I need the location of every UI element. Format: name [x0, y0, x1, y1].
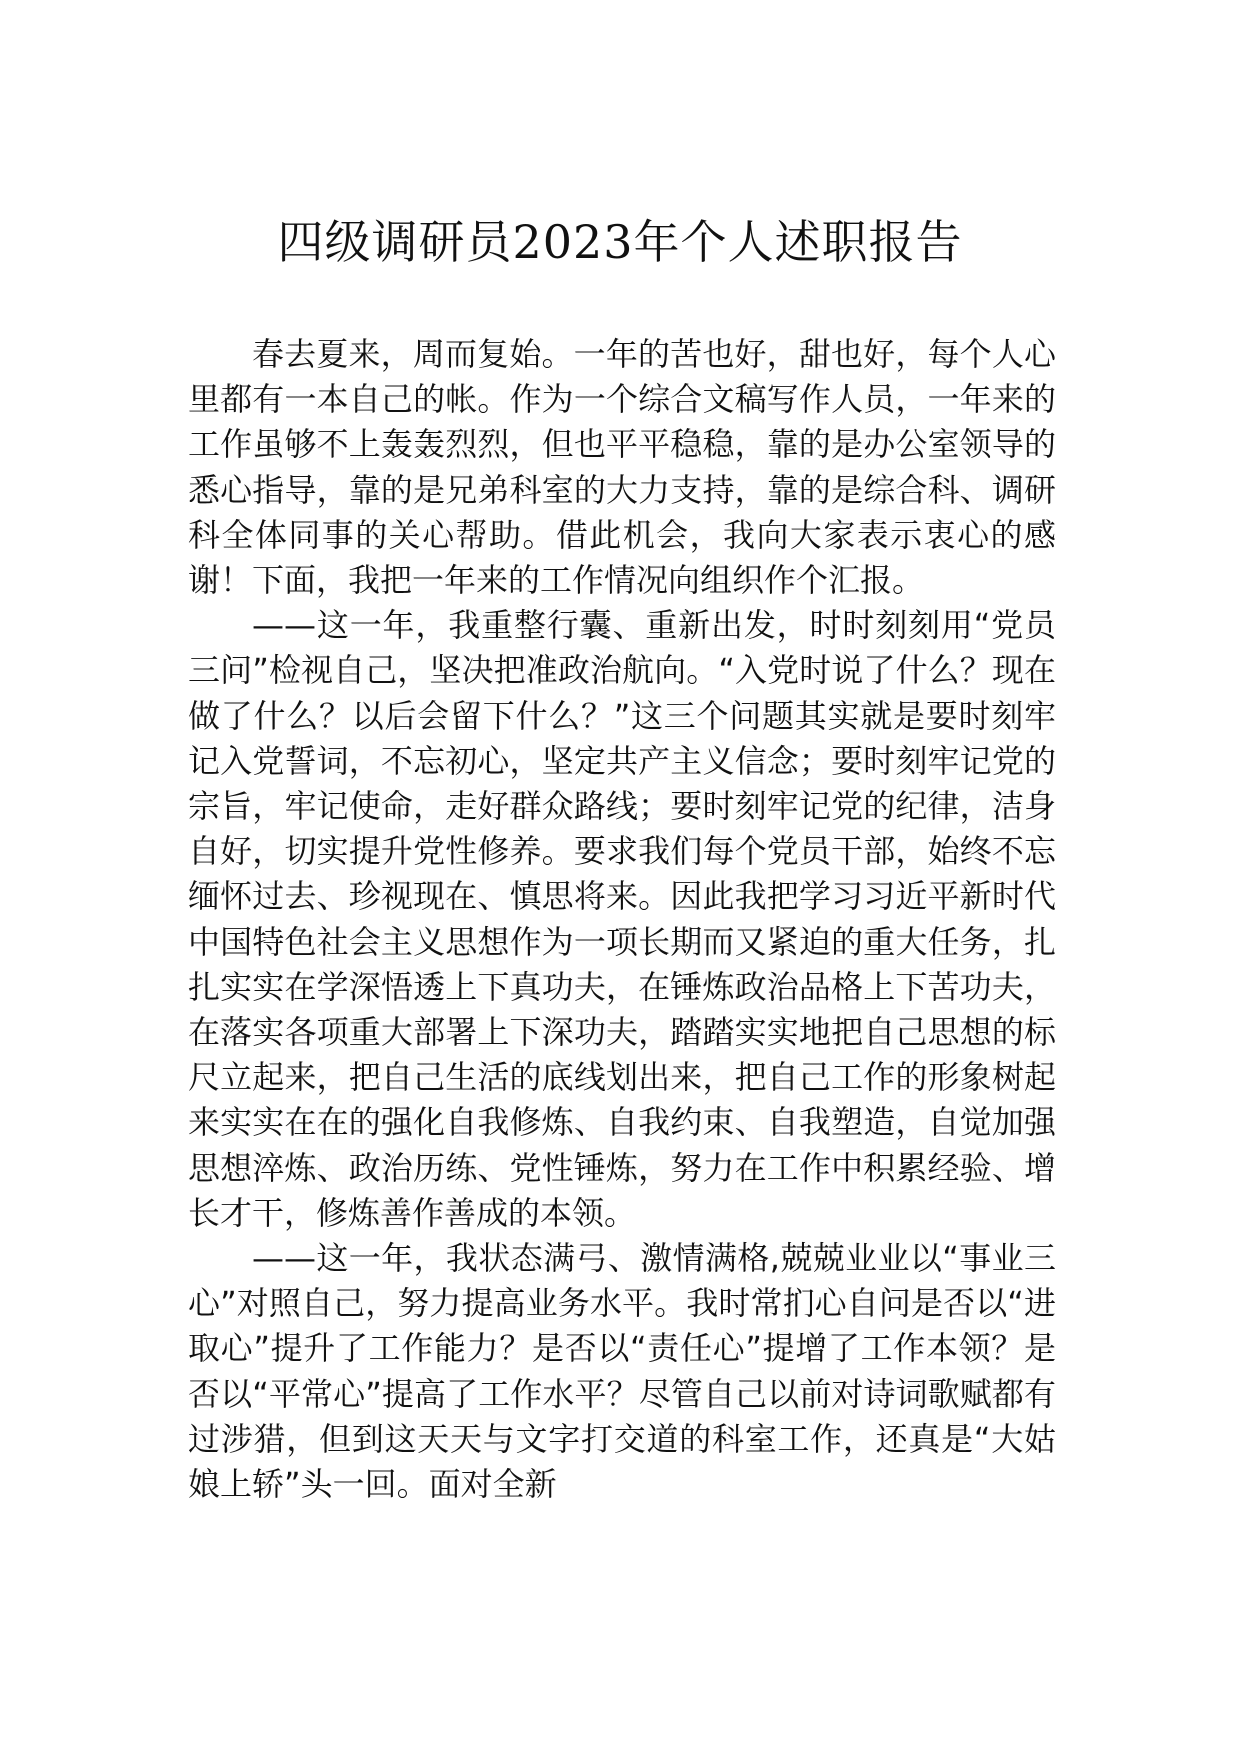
paragraph-political-direction: ——这一年，我重整行囊、重新出发，时时刻刻用“党员三问”检视自己，坚决把准政治航向。“入党时说了什么？现在做了什么？以后会留下什么？”这三个问题其实就是要时刻牢记入党誓词，不忘初心，坚定共产主义信念；要时刻牢记党的宗旨，牢记使命，走好群众路线；要时刻牢记党的纪律，洁身自好，切实提升党性修养。要求我们每个党员干部，始终不忘缅怀过去、珍视现在、慎思将来。因此我把学习习近平新时代中国特色社会主义思想作为一项长期而又紧迫的重大任务，扎扎实实在学深悟透上下真功夫，在锤炼政治品格上下苦功夫，在落实各项重大部署上下深功夫，踏踏实实地把自己思想的标尺立起来，把自己生活的底线划出来，把自己工作的形象树起来实实在在的强化自我修炼、自我约束、自我塑造，自觉加强思想淬炼、政治历练、党性锤炼，努力在工作中积累经验、增长才干，修炼善作善成的本领。	[188, 606, 1056, 1232]
document-title: 四级调研员2023年个人述职报告	[277, 215, 963, 269]
paragraph-intro: 春去夏来，周而复始。一年的苦也好，甜也好，每个人心里都有一本自己的帐。作为一个综合文稿写作人员，一年来的工作虽够不上轰轰烈烈，但也平平稳稳，靠的是办公室领导的悉心指导，靠的是兄弟科室的大力支持，靠的是综合科、调研科全体同事的关心帮助。借此机会，我向大家表示衷心的感谢！下面，我把一年来的工作情况向组织作个汇报。	[188, 335, 1056, 600]
document-body	[188, 332, 1056, 1507]
paragraph-professional-level: ——这一年，我状态满弓、激情满格,兢兢业业以“事业三心”对照自己，努力提高业务水平。我时常扪心自问是否以“进取心”提升了工作能力？是否以“责任心”提增了工作本领？是否以“平常心”提高了工作水平？尽管自己以前对诗词歌赋都有过涉猎，但到这天天与文字打交道的科室工作，还真是“大姑娘上轿”头一回。面对全新	[188, 1239, 1056, 1504]
